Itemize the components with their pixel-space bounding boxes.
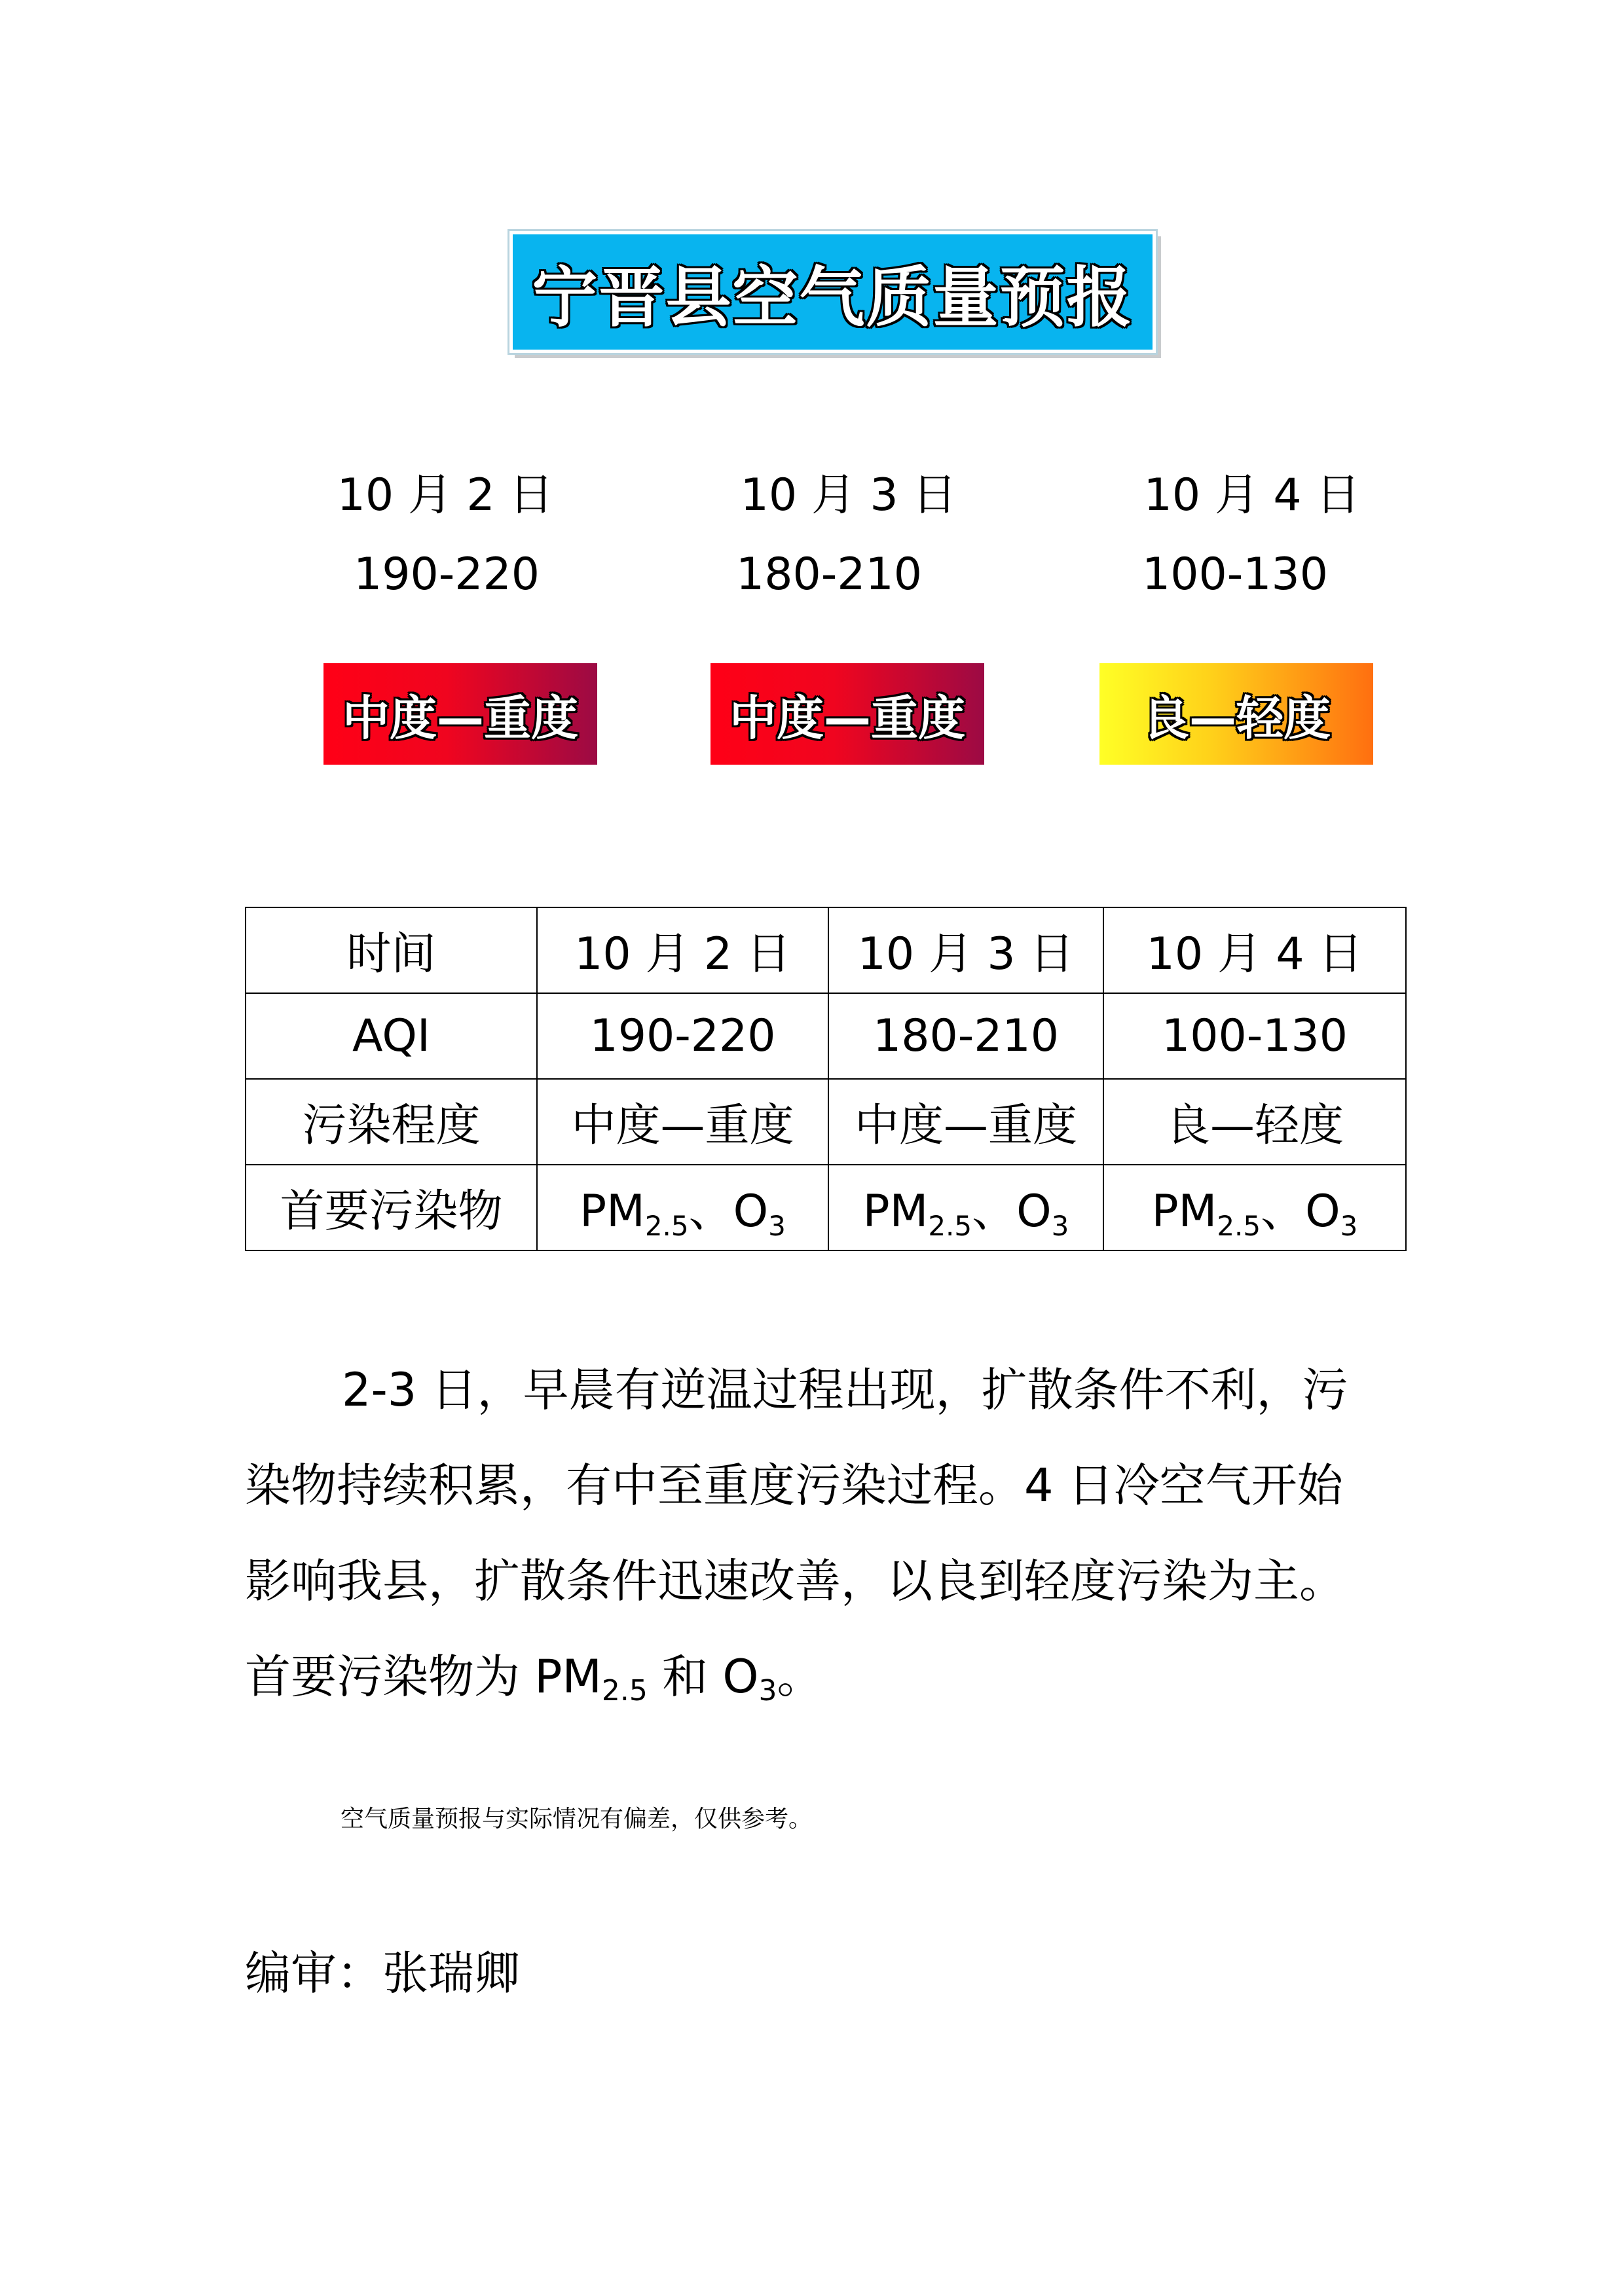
table-row bbox=[246, 1079, 1406, 1165]
forecast-aqi-3: 100-130 bbox=[1141, 549, 1329, 600]
pollutant-o-sub: 3 bbox=[768, 1210, 786, 1242]
table-cell bbox=[537, 1165, 828, 1250]
paragraph-end: 。 bbox=[777, 1650, 823, 1704]
table-header-cell: 污染程度 bbox=[246, 1079, 537, 1165]
table-cell: 良—轻度 bbox=[1103, 1079, 1406, 1165]
pollutant-pm: PM bbox=[580, 1186, 645, 1237]
pollutant-pm-sub: 2.5 bbox=[928, 1210, 972, 1242]
forecast-aqi-1: 190-220 bbox=[353, 549, 540, 600]
table-header-cell: 时间 bbox=[246, 907, 537, 993]
table-cell: 180-210 bbox=[828, 993, 1103, 1079]
pollutant-pm: PM bbox=[862, 1186, 929, 1237]
table-cell: 100-130 bbox=[1103, 993, 1406, 1079]
editor-credit: 编审：张瑞卿 bbox=[245, 1946, 520, 2000]
paragraph-text: 2-3 日，早晨有逆温过程出现，扩散条件不利，污染物持续积累，有中至重度污染过程。4 日冷空气开始影响我县，扩散条件迅速改善，以良到轻度污染为主。首要污染物为 PM bbox=[245, 1363, 1348, 1704]
table-cell: 10 月 4 日 bbox=[1103, 907, 1406, 993]
forecast-paragraph bbox=[245, 1342, 1371, 1731]
level-badge-label: 中度—重度 bbox=[342, 690, 578, 746]
table-header-cell: AQI bbox=[246, 993, 537, 1079]
table-cell: 190-220 bbox=[537, 993, 828, 1079]
table-row bbox=[246, 993, 1406, 1079]
page-title: 宁晋县空气质量预报 bbox=[532, 259, 1134, 336]
pollutant-pm-sub: 2.5 bbox=[1217, 1210, 1261, 1242]
level-badge-3 bbox=[1099, 663, 1373, 765]
paragraph-pm-sub: 2.5 bbox=[601, 1674, 648, 1707]
table-cell: 中度—重度 bbox=[537, 1079, 828, 1165]
pollutant-o-sub: 3 bbox=[1340, 1210, 1358, 1242]
pollutant-o-sub: 3 bbox=[1051, 1210, 1069, 1242]
title-banner bbox=[509, 231, 1156, 353]
pollutant-pm-sub: 2.5 bbox=[644, 1210, 689, 1242]
level-badge-label: 良—轻度 bbox=[1141, 690, 1331, 746]
forecast-aqi-2: 180-210 bbox=[735, 549, 923, 600]
forecast-table bbox=[245, 907, 1407, 1251]
level-badge-label: 中度—重度 bbox=[729, 690, 965, 746]
paragraph-and: 和 O bbox=[647, 1650, 759, 1704]
pollutant-pm: PM bbox=[1151, 1186, 1217, 1237]
table-cell bbox=[1103, 1165, 1406, 1250]
disclaimer-note: 空气质量预报与实际情况有偏差，仅供参考。 bbox=[341, 1806, 813, 1832]
pollutant-o: 、O bbox=[972, 1186, 1052, 1237]
table-cell: 10 月 2 日 bbox=[537, 907, 828, 993]
level-badge-1 bbox=[323, 663, 597, 765]
table-cell: 10 月 3 日 bbox=[828, 907, 1103, 993]
forecast-date-1: 10 月 2 日 bbox=[337, 469, 554, 521]
paragraph-o-sub: 3 bbox=[758, 1674, 777, 1707]
table-cell bbox=[828, 1165, 1103, 1250]
table-cell: 中度—重度 bbox=[828, 1079, 1103, 1165]
pollutant-o: 、O bbox=[688, 1186, 769, 1237]
table-row bbox=[246, 1165, 1406, 1250]
forecast-date-3: 10 月 4 日 bbox=[1143, 469, 1361, 521]
forecast-date-2: 10 月 3 日 bbox=[740, 469, 957, 521]
pollutant-o: 、O bbox=[1261, 1186, 1340, 1237]
table-header-cell: 首要污染物 bbox=[246, 1165, 537, 1250]
level-badge-2 bbox=[710, 663, 984, 765]
table-row bbox=[246, 907, 1406, 993]
